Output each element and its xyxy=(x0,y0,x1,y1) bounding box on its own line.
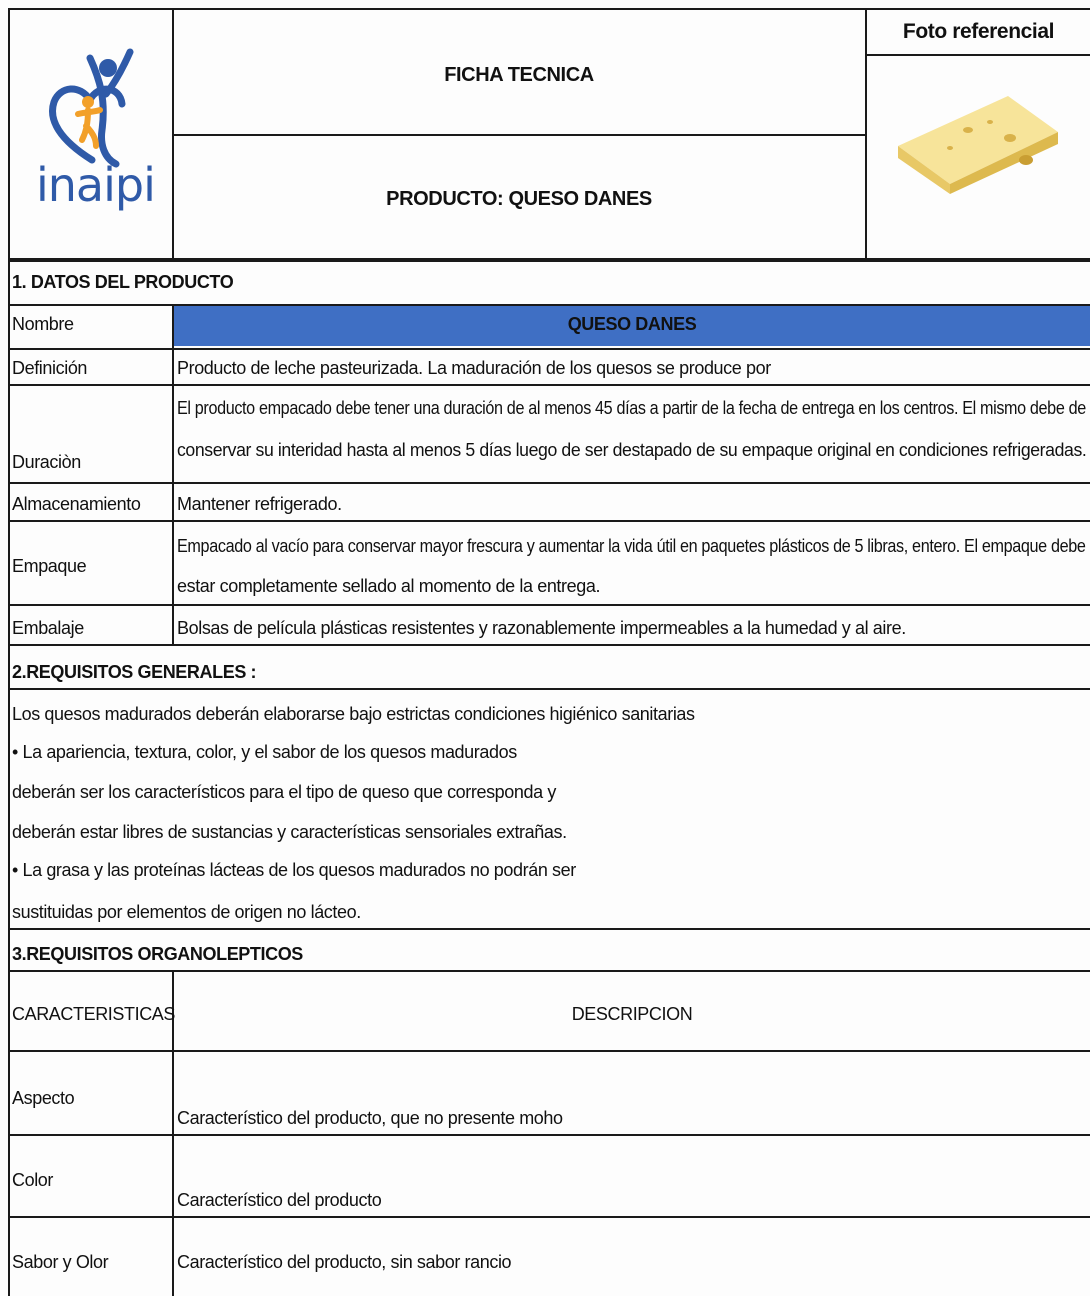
row-value-duracion-line2: conservar su interidad hasta al menos 5 días luego de ser destapado de su empaque original en condiciones refrigeradas. xyxy=(177,440,1087,460)
rule xyxy=(8,688,1090,690)
rule xyxy=(8,604,1090,606)
row-value-almacenamiento: Mantener refrigerado. xyxy=(177,494,342,514)
logo-wordmark: inaipi xyxy=(36,158,155,212)
row-value-duracion-line1: El producto empacado debe tener una duración de al menos 45 días a partir de la fecha de entrega en los centros. El mismo debe de xyxy=(177,398,1086,418)
row-value-empaque-line2: estar completamente sellado al momento de la entrega. xyxy=(177,576,601,596)
row-label-definicion: Definición xyxy=(12,358,88,378)
document-title: FICHA TECNICA xyxy=(444,64,594,86)
table-left-border xyxy=(8,260,10,1296)
section1-title: 1. DATOS DEL PRODUCTO xyxy=(12,272,234,292)
organoleptic-value-sabor-olor: Característico del producto, sin sabor rancio xyxy=(177,1252,512,1272)
requisitos-line: • La grasa y las proteínas lácteas de los quesos madurados no podrán ser xyxy=(12,860,576,880)
column-header-caracteristicas: CARACTERISTICAS xyxy=(12,1004,176,1024)
row-value-embalaje: Bolsas de película plásticas resistentes y razonablemente impermeables a la humedad y al aire. xyxy=(177,618,906,638)
requisitos-line: deberán estar libres de sustancias y características sensoriales extrañas. xyxy=(12,822,567,842)
rule xyxy=(8,384,1090,386)
rule xyxy=(8,520,1090,522)
rule xyxy=(8,348,1090,350)
row-value-empaque-line1: Empacado al vacío para conservar mayor frescura y aumentar la vida útil en paquetes plásticos de 5 libras, entero. El empaque debe xyxy=(177,536,1086,556)
rule xyxy=(8,1050,1090,1052)
photo-label: Foto referencial xyxy=(902,20,1055,43)
organoleptic-label-aspecto: Aspecto xyxy=(12,1088,75,1108)
requisitos-line: • La apariencia, textura, color, y el sabor de los quesos madurados xyxy=(12,742,517,762)
rule xyxy=(8,970,1090,972)
row-label-nombre: Nombre xyxy=(12,314,74,334)
row-label-embalaje: Embalaje xyxy=(12,618,84,638)
photo-label-line xyxy=(865,54,1090,56)
organoleptic-label-color: Color xyxy=(12,1170,54,1190)
rule xyxy=(8,1216,1090,1218)
rule xyxy=(8,482,1090,484)
requisitos-line: sustituidas por elementos de origen no lácteo. xyxy=(12,902,361,922)
row-label-almacenamiento: Almacenamiento xyxy=(12,494,141,514)
section3-title: 3.REQUISITOS ORGANOLEPTICOS xyxy=(12,944,303,964)
requisitos-line: deberán ser los característicos para el tipo de queso que corresponda y xyxy=(12,782,556,802)
organoleptic-value-color: Característico del producto xyxy=(177,1190,382,1210)
cheese-photo xyxy=(890,88,1070,198)
organoleptic-value-aspecto: Característico del producto, que no presente moho xyxy=(177,1108,563,1128)
rule xyxy=(8,260,1090,262)
row-label-duracion: Duraciòn xyxy=(12,452,81,472)
column-header-descripcion: DESCRIPCION xyxy=(571,1004,693,1024)
product-name-value: QUESO DANES xyxy=(567,314,697,334)
organoleptic-label-sabor-olor: Sabor y Olor xyxy=(12,1252,109,1272)
product-heading: PRODUCTO: QUESO DANES xyxy=(386,188,652,210)
rule xyxy=(8,1134,1090,1136)
rule xyxy=(8,644,1090,646)
row-label-empaque: Empaque xyxy=(12,556,87,576)
table-col-divider xyxy=(172,304,174,644)
row-value-definicion: Producto de leche pasteurizada. La maduración de los quesos se produce por xyxy=(177,358,771,378)
rule xyxy=(8,928,1090,930)
requisitos-line: Los quesos madurados deberán elaborarse bajo estrictas condiciones higiénico sanitarias xyxy=(12,704,695,724)
inaipi-logo xyxy=(30,40,160,240)
header-mid-line xyxy=(172,134,866,136)
section2-title: 2.REQUISITOS GENERALES : xyxy=(12,662,257,682)
